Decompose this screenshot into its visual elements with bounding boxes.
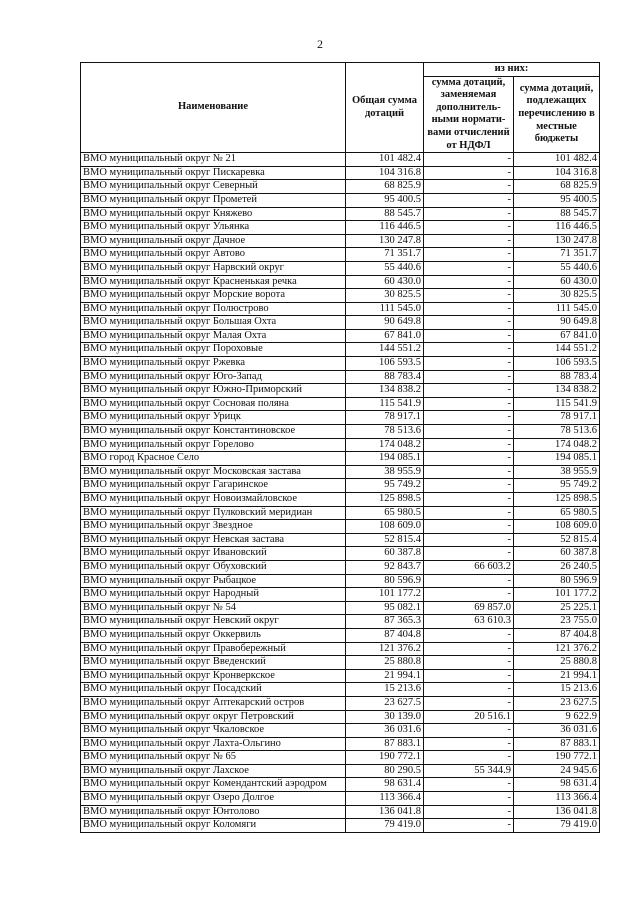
row-total: 71 351.7 [346,248,424,262]
row-ndfl: 66 603.2 [424,560,514,574]
row-ndfl: - [424,724,514,738]
row-ndfl: 55 344.9 [424,764,514,778]
row-name: ВМО муниципальный округ Дачное [81,234,346,248]
table-row [81,465,600,479]
row-name: ВМО муниципальный округ Невский округ [81,615,346,629]
row-name: ВМО муниципальный округ Звездное [81,520,346,534]
row-local: 9 622.9 [514,710,600,724]
row-ndfl: - [424,628,514,642]
row-total: 65 980.5 [346,506,424,520]
row-name: ВМО муниципальный округ Северный [81,180,346,194]
row-ndfl: - [424,751,514,765]
row-total: 38 955.9 [346,465,424,479]
row-name: ВМО муниципальный округ № 54 [81,601,346,615]
table-row [81,792,600,806]
table-row [81,737,600,751]
row-local: 101 177.2 [514,588,600,602]
header-replaced-by-ndfl: сумма дотаций, заменяемая дополнитель-ными нормати-вами отчислений от НДФЛ [424,76,514,153]
row-name: ВМО муниципальный округ Новоизмайловское [81,493,346,507]
row-name: ВМО муниципальный округ Пулковский меридиан [81,506,346,520]
table-row [81,289,600,303]
row-name: ВМО муниципальный округ округ Петровский [81,710,346,724]
row-name: ВМО муниципальный округ Ивановский [81,547,346,561]
table-row [81,520,600,534]
row-ndfl: - [424,452,514,466]
table-row [81,384,600,398]
row-ndfl: - [424,696,514,710]
row-name: ВМО муниципальный округ Московская застава [81,465,346,479]
table-row [81,316,600,330]
row-ndfl: - [424,669,514,683]
row-ndfl: - [424,778,514,792]
row-local: 79 419.0 [514,819,600,833]
row-ndfl: 20 516.1 [424,710,514,724]
row-local: 26 240.5 [514,560,600,574]
row-local: 38 955.9 [514,465,600,479]
row-total: 121 376.2 [346,642,424,656]
row-name: ВМО муниципальный округ Сосновая поляна [81,397,346,411]
row-local: 106 593.5 [514,357,600,371]
row-local: 71 351.7 [514,248,600,262]
table-row [81,479,600,493]
row-name: ВМО муниципальный округ № 21 [81,153,346,167]
row-local: 113 366.4 [514,792,600,806]
table-row [81,275,600,289]
row-total: 101 177.2 [346,588,424,602]
row-local: 130 247.8 [514,234,600,248]
row-local: 78 513.6 [514,425,600,439]
row-total: 101 482.4 [346,153,424,167]
row-total: 104 316.8 [346,166,424,180]
row-name: ВМО муниципальный округ Комендантский аэродром [81,778,346,792]
row-name: ВМО муниципальный округ Аптекарский остров [81,696,346,710]
row-name: ВМО муниципальный округ Гагаринское [81,479,346,493]
row-name: ВМО город Красное Село [81,452,346,466]
row-name: ВМО муниципальный округ Ржевка [81,357,346,371]
row-total: 79 419.0 [346,819,424,833]
row-total: 80 290.5 [346,764,424,778]
table-row [81,710,600,724]
row-name: ВМО муниципальный округ Обуховский [81,560,346,574]
table-row [81,724,600,738]
table-row [81,207,600,221]
row-name: ВМО муниципальный округ Невская застава [81,533,346,547]
row-total: 125 898.5 [346,493,424,507]
row-local: 60 387.8 [514,547,600,561]
row-name: ВМО муниципальный округ Оккервиль [81,628,346,642]
row-total: 95 400.5 [346,193,424,207]
row-local: 78 917.1 [514,411,600,425]
table-row [81,302,600,316]
table-row [81,411,600,425]
row-total: 87 365.3 [346,615,424,629]
row-total: 25 880.8 [346,656,424,670]
row-ndfl: - [424,737,514,751]
table-row [81,560,600,574]
table-row [81,751,600,765]
row-local: 95 749.2 [514,479,600,493]
row-ndfl: - [424,153,514,167]
row-ndfl: - [424,574,514,588]
row-name: ВМО муниципальный округ Ульянка [81,221,346,235]
header-to-local-budgets: сумма дотаций, подлежащих перечислению в местные бюджеты [514,76,600,153]
row-ndfl: - [424,520,514,534]
row-total: 95 082.1 [346,601,424,615]
row-name: ВМО муниципальный округ Лахта-Ольгино [81,737,346,751]
row-total: 23 627.5 [346,696,424,710]
row-total: 87 404.8 [346,628,424,642]
row-local: 116 446.5 [514,221,600,235]
row-local: 101 482.4 [514,153,600,167]
row-total: 88 545.7 [346,207,424,221]
row-name: ВМО муниципальный округ Рыбацкое [81,574,346,588]
row-name: ВМО муниципальный округ Автово [81,248,346,262]
row-ndfl: - [424,792,514,806]
table-row [81,370,600,384]
table-row [81,615,600,629]
row-ndfl: - [424,289,514,303]
row-name: ВМО муниципальный округ Полюстрово [81,302,346,316]
row-total: 55 440.6 [346,261,424,275]
table-row [81,221,600,235]
table-row [81,234,600,248]
row-local: 15 213.6 [514,683,600,697]
table-row [81,805,600,819]
row-local: 136 041.8 [514,805,600,819]
row-local: 115 541.9 [514,397,600,411]
row-local: 95 400.5 [514,193,600,207]
row-local: 67 841.0 [514,329,600,343]
row-ndfl: 63 610.3 [424,615,514,629]
table-row [81,261,600,275]
table-body [81,153,600,833]
table-row [81,166,600,180]
table-row [81,533,600,547]
row-ndfl: - [424,329,514,343]
row-total: 106 593.5 [346,357,424,371]
table-row [81,696,600,710]
header-name: Наименование [81,63,346,153]
row-local: 65 980.5 [514,506,600,520]
row-local: 87 883.1 [514,737,600,751]
row-ndfl: - [424,656,514,670]
row-ndfl: - [424,221,514,235]
row-total: 130 247.8 [346,234,424,248]
row-total: 194 085.1 [346,452,424,466]
table-row [81,357,600,371]
row-name: ВМО муниципальный округ Введенский [81,656,346,670]
row-name: ВМО муниципальный округ Константиновское [81,425,346,439]
table-row [81,506,600,520]
table-row [81,425,600,439]
row-ndfl: - [424,234,514,248]
page-number: 2 [317,37,323,51]
row-ndfl: - [424,384,514,398]
row-local: 23 755.0 [514,615,600,629]
row-local: 24 945.6 [514,764,600,778]
table-row [81,778,600,792]
table-row [81,180,600,194]
table-row [81,764,600,778]
table-row [81,438,600,452]
row-local: 98 631.4 [514,778,600,792]
row-local: 36 031.6 [514,724,600,738]
row-ndfl: - [424,411,514,425]
row-total: 30 825.5 [346,289,424,303]
row-ndfl: - [424,275,514,289]
row-name: ВМО муниципальный округ Пискаревка [81,166,346,180]
row-total: 78 513.6 [346,425,424,439]
row-total: 144 551.2 [346,343,424,357]
row-ndfl: - [424,261,514,275]
row-ndfl: - [424,248,514,262]
row-total: 68 825.9 [346,180,424,194]
row-local: 52 815.4 [514,533,600,547]
row-name: ВМО муниципальный округ № 65 [81,751,346,765]
row-total: 95 749.2 [346,479,424,493]
row-ndfl: - [424,493,514,507]
table-row [81,601,600,615]
row-total: 30 139.0 [346,710,424,724]
row-total: 87 883.1 [346,737,424,751]
row-ndfl: - [424,207,514,221]
row-local: 134 838.2 [514,384,600,398]
row-local: 23 627.5 [514,696,600,710]
row-name: ВМО муниципальный округ Коломяги [81,819,346,833]
row-ndfl: - [424,479,514,493]
row-local: 88 783.4 [514,370,600,384]
row-total: 115 541.9 [346,397,424,411]
row-total: 60 387.8 [346,547,424,561]
row-local: 90 649.8 [514,316,600,330]
row-name: ВМО муниципальный округ Княжево [81,207,346,221]
row-total: 15 213.6 [346,683,424,697]
table-row [81,669,600,683]
row-local: 55 440.6 [514,261,600,275]
row-local: 108 609.0 [514,520,600,534]
table-row [81,248,600,262]
row-name: ВМО муниципальный округ Большая Охта [81,316,346,330]
row-name: ВМО муниципальный округ Посадский [81,683,346,697]
table-row [81,452,600,466]
row-total: 113 366.4 [346,792,424,806]
table-row [81,628,600,642]
row-ndfl: - [424,506,514,520]
row-total: 36 031.6 [346,724,424,738]
table-row [81,588,600,602]
table-row [81,153,600,167]
row-ndfl: - [424,193,514,207]
row-ndfl: - [424,370,514,384]
table-row [81,493,600,507]
table-row [81,656,600,670]
row-ndfl: - [424,316,514,330]
row-total: 136 041.8 [346,805,424,819]
row-local: 21 994.1 [514,669,600,683]
row-name: ВМО муниципальный округ Юнтолово [81,805,346,819]
row-local: 121 376.2 [514,642,600,656]
row-ndfl: - [424,166,514,180]
row-local: 60 430.0 [514,275,600,289]
row-name: ВМО муниципальный округ Пороховые [81,343,346,357]
row-local: 25 225.1 [514,601,600,615]
row-ndfl: - [424,302,514,316]
row-local: 25 880.8 [514,656,600,670]
row-total: 92 843.7 [346,560,424,574]
row-name: ВМО муниципальный округ Лахское [81,764,346,778]
row-name: ВМО муниципальный округ Морские ворота [81,289,346,303]
header-of-which: из них: [424,63,600,77]
row-ndfl: - [424,819,514,833]
row-name: ВМО муниципальный округ Правобережный [81,642,346,656]
row-local: 194 085.1 [514,452,600,466]
table-row [81,329,600,343]
row-ndfl: - [424,547,514,561]
header-total: Общая сумма дотаций [346,63,424,153]
row-total: 190 772.1 [346,751,424,765]
table-row [81,343,600,357]
row-name: ВМО муниципальный округ Народный [81,588,346,602]
row-ndfl: - [424,438,514,452]
row-total: 90 649.8 [346,316,424,330]
row-ndfl: - [424,465,514,479]
row-total: 98 631.4 [346,778,424,792]
row-total: 78 917.1 [346,411,424,425]
row-ndfl: - [424,180,514,194]
table-row [81,574,600,588]
table-row [81,642,600,656]
row-total: 134 838.2 [346,384,424,398]
row-total: 60 430.0 [346,275,424,289]
row-local: 30 825.5 [514,289,600,303]
row-name: ВМО муниципальный округ Озеро Долгое [81,792,346,806]
row-local: 104 316.8 [514,166,600,180]
row-total: 21 994.1 [346,669,424,683]
row-local: 68 825.9 [514,180,600,194]
row-ndfl: - [424,425,514,439]
row-ndfl: - [424,588,514,602]
table-row [81,397,600,411]
row-local: 174 048.2 [514,438,600,452]
row-name: ВМО муниципальный округ Чкаловское [81,724,346,738]
row-name: ВМО муниципальный округ Красненькая речка [81,275,346,289]
row-total: 174 048.2 [346,438,424,452]
row-ndfl: - [424,343,514,357]
row-ndfl: - [424,397,514,411]
row-total: 111 545.0 [346,302,424,316]
row-name: ВМО муниципальный округ Малая Охта [81,329,346,343]
row-name: ВМО муниципальный округ Юго-Запад [81,370,346,384]
row-ndfl: - [424,642,514,656]
row-local: 111 545.0 [514,302,600,316]
row-total: 52 815.4 [346,533,424,547]
row-local: 88 545.7 [514,207,600,221]
row-ndfl: 69 857.0 [424,601,514,615]
row-ndfl: - [424,533,514,547]
table-header [81,63,600,153]
table-row [81,193,600,207]
table-row [81,819,600,833]
row-local: 80 596.9 [514,574,600,588]
row-total: 116 446.5 [346,221,424,235]
row-name: ВМО муниципальный округ Нарвский округ [81,261,346,275]
row-ndfl: - [424,683,514,697]
row-ndfl: - [424,357,514,371]
row-total: 80 596.9 [346,574,424,588]
row-total: 67 841.0 [346,329,424,343]
table-row [81,683,600,697]
row-total: 88 783.4 [346,370,424,384]
table-row [81,547,600,561]
row-local: 87 404.8 [514,628,600,642]
row-total: 108 609.0 [346,520,424,534]
row-local: 125 898.5 [514,493,600,507]
row-ndfl: - [424,805,514,819]
row-local: 144 551.2 [514,343,600,357]
row-name: ВМО муниципальный округ Кронверкское [81,669,346,683]
row-name: ВМО муниципальный округ Прометей [81,193,346,207]
row-local: 190 772.1 [514,751,600,765]
row-name: ВМО муниципальный округ Горелово [81,438,346,452]
subsidies-table [80,62,600,833]
row-name: ВМО муниципальный округ Урицк [81,411,346,425]
row-name: ВМО муниципальный округ Южно-Приморский [81,384,346,398]
